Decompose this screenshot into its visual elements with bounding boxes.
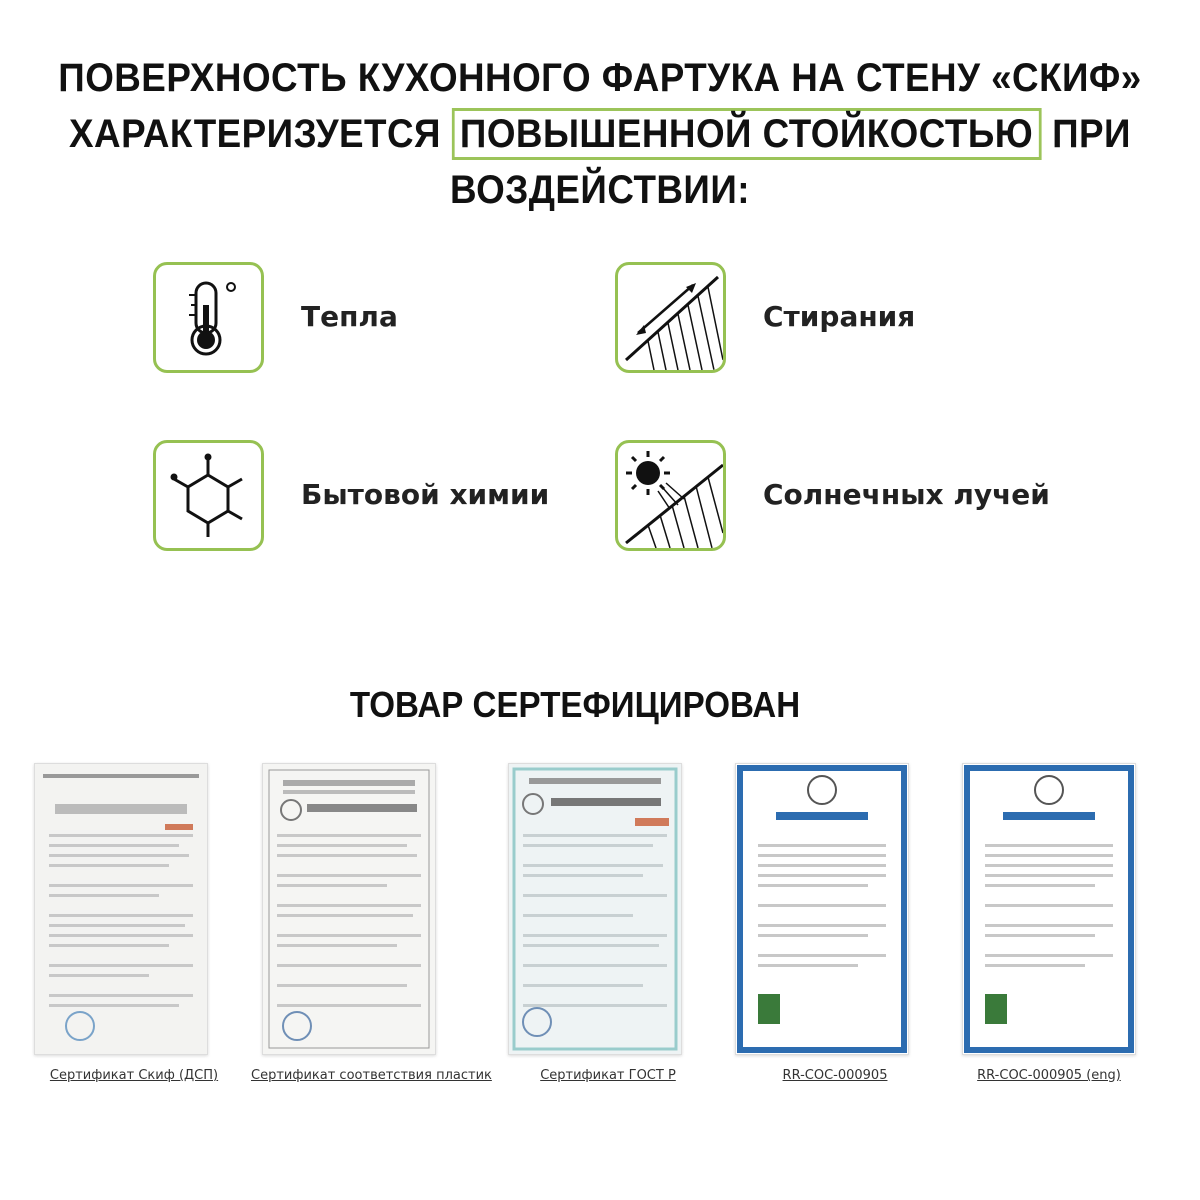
- certificate-thumbnail[interactable]: [262, 763, 436, 1055]
- certificates-title: ТОВАР СЕРТЕФИЦИРОВАН: [349, 684, 801, 725]
- feature-label: Бытовой химии: [301, 478, 550, 511]
- headline-text-after: ПРИ ВОЗДЕЙСТВИИ:: [450, 112, 1131, 212]
- headline: [48, 50, 1152, 218]
- certificate-thumbnail[interactable]: [508, 763, 682, 1055]
- thermometer-icon: [153, 262, 264, 373]
- feature-label: Солнечных лучей: [763, 478, 1050, 511]
- feature-abrasion: [615, 262, 1135, 387]
- sun-icon: [615, 440, 726, 551]
- abrasion-icon: [615, 262, 726, 373]
- feature-label: Тепла: [301, 300, 398, 333]
- certificate-thumbnail[interactable]: [962, 763, 1136, 1055]
- certificate-link[interactable]: RR-COC-000905: [782, 1068, 888, 1083]
- feature-chemicals: [153, 440, 673, 565]
- certificate-link[interactable]: Сертификат соответствия пластик: [251, 1068, 492, 1083]
- certificate-link[interactable]: Сертификат Скиф (ДСП): [49, 1068, 219, 1083]
- feature-sunlight: [615, 440, 1135, 565]
- certificate-thumbnail[interactable]: [34, 763, 208, 1055]
- feature-heat: [153, 262, 673, 387]
- feature-label: Стирания: [763, 300, 916, 333]
- headline-line-2: [48, 106, 1152, 218]
- headline-text-before: ХАРАКТЕРИЗУЕТСЯ: [69, 112, 452, 156]
- certificate-thumbnail[interactable]: [735, 763, 909, 1055]
- certificate-link[interactable]: RR-COC-000905 (eng): [977, 1068, 1121, 1083]
- headline-highlight: ПОВЫШЕННОЙ СТОЙКОСТЬЮ: [452, 108, 1042, 160]
- headline-line-1: ПОВЕРХНОСТЬ КУХОННОГО ФАРТУКА НА СТЕНУ «СКИФ»: [58, 56, 1142, 100]
- chemical-molecule-icon: [153, 440, 264, 551]
- certificate-link[interactable]: Сертификат ГОСТ Р: [540, 1068, 676, 1083]
